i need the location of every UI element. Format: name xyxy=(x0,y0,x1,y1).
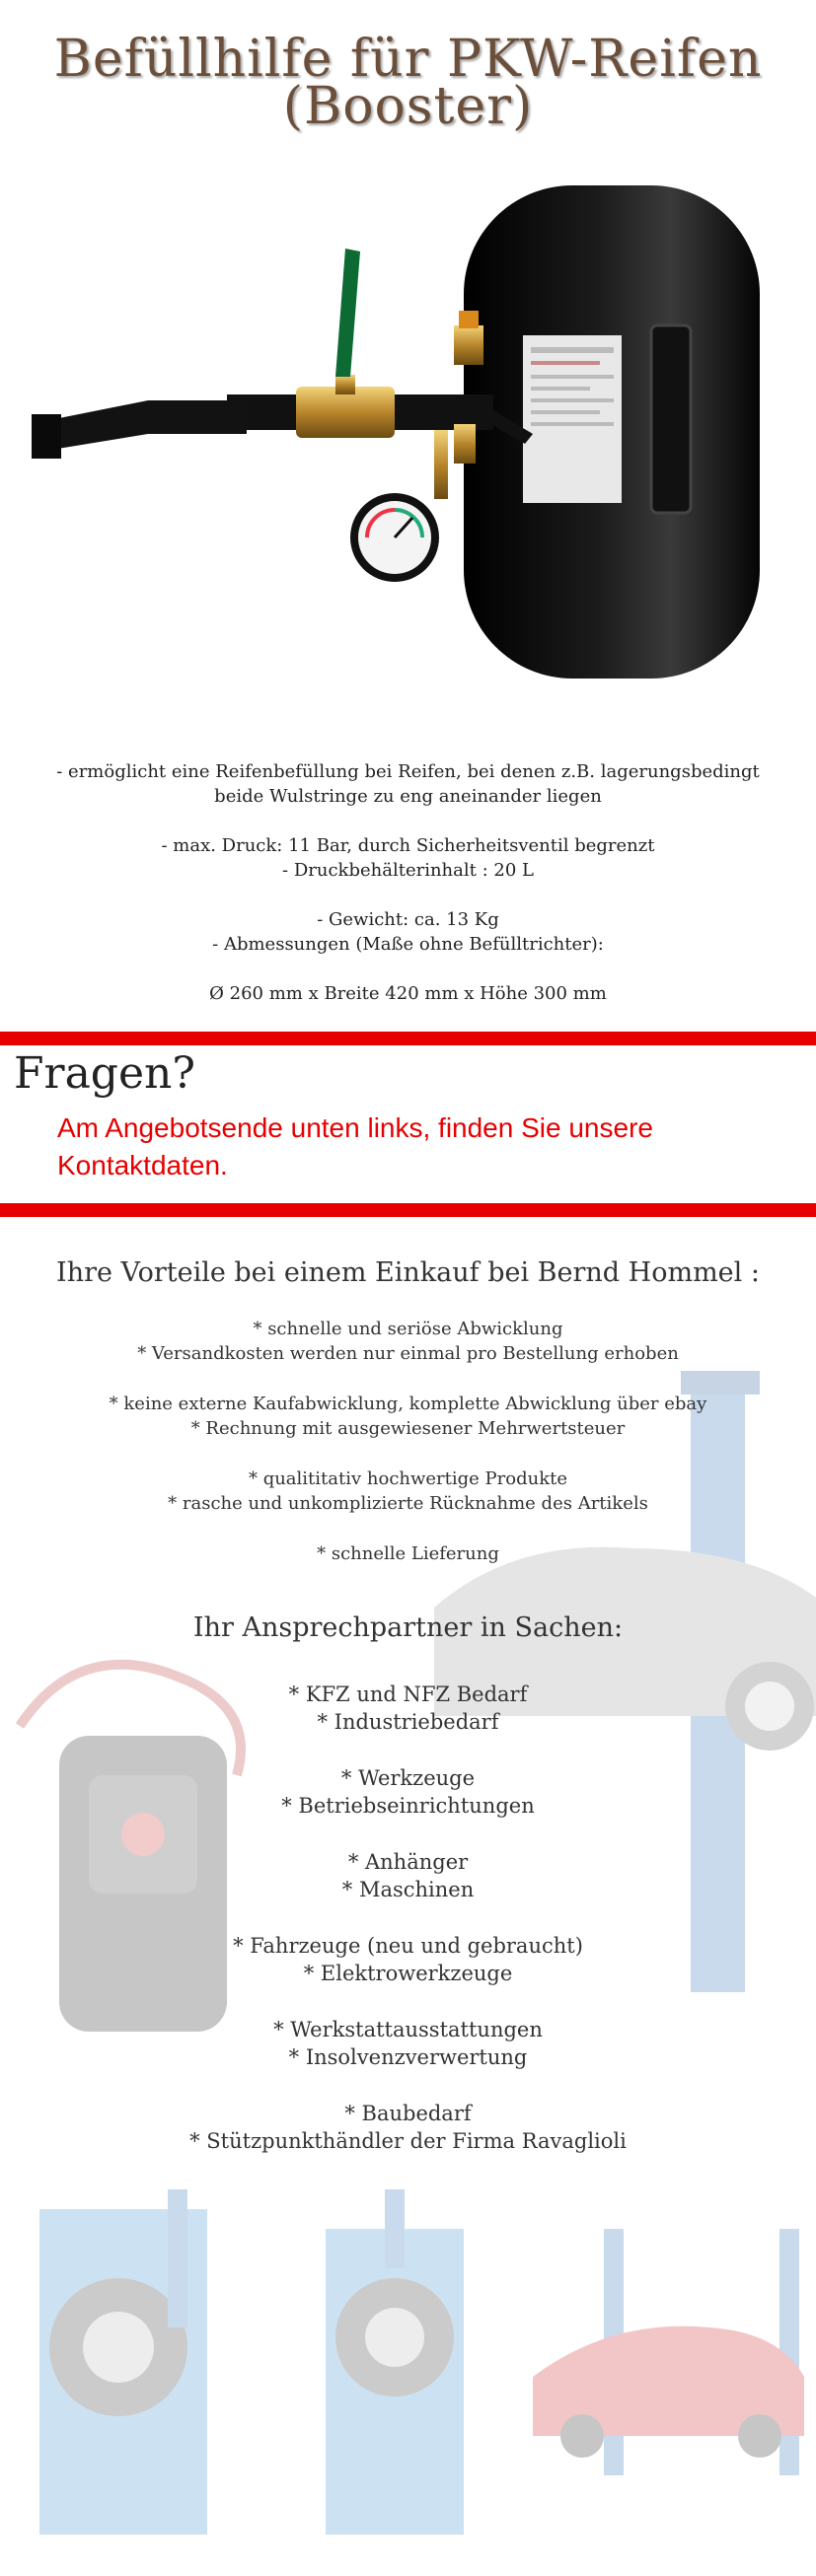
advantage-item-7: * schnelle Lieferung xyxy=(317,1543,499,1564)
partner-item-3: * Werkzeuge xyxy=(340,1766,476,1790)
advantage-item-2: * Versandkosten werden nur einmal pro Bestellung erhoben xyxy=(137,1343,679,1364)
partner-item-8: * Elektrowerkzeuge xyxy=(303,1962,513,1985)
feature-line-3: - max. Druck: 11 Bar, durch Sicherheitsventil begrenzt xyxy=(161,835,655,856)
partner-item-6: * Maschinen xyxy=(341,1878,475,1901)
feature-line-7: Ø 260 mm x Breite 420 mm x Höhe 300 mm xyxy=(209,983,607,1004)
feature-line-5: - Gewicht: ca. 13 Kg xyxy=(317,909,499,930)
partner-heading: Ihr Ansprechpartner in Sachen: xyxy=(192,1612,624,1643)
partner-item-9: * Werkstattausstattungen xyxy=(273,2018,543,2041)
partner-item-10: * Insolvenzverwertung xyxy=(288,2045,528,2069)
advantage-item-3: * keine externe Kaufabwicklung, komplette Abwicklung über ebay xyxy=(109,1394,707,1414)
advantage-item-1: * schnelle und seriöse Abwicklung xyxy=(253,1319,563,1339)
divider-red-bottom xyxy=(0,1203,816,1217)
divider-red-top xyxy=(0,1032,816,1045)
feature-line-1: - ermöglicht eine Reifenbefüllung bei Reifen, bei denen z.B. lagerungsbedingt xyxy=(56,761,760,782)
partner-item-2: * Industriebedarf xyxy=(317,1710,499,1734)
advantages-heading: Ihre Vorteile bei einem Einkauf bei Bernd Hommel : xyxy=(56,1257,760,1288)
page-title-line-1: Befüllhilfe für PKW-Reifen xyxy=(53,30,763,89)
partner-item-4: * Betriebseinrichtungen xyxy=(281,1794,535,1818)
questions-text-line-2: Kontaktdaten. xyxy=(57,1150,228,1181)
feature-line-2: beide Wulstringe zu eng aneinander liegen xyxy=(214,786,602,807)
partner-item-1: * KFZ und NFZ Bedarf xyxy=(288,1682,528,1706)
partner-item-5: * Anhänger xyxy=(347,1850,469,1874)
advantage-item-6: * rasche und unkomplizierte Rücknahme des Artikels xyxy=(168,1493,648,1514)
questions-text-line-1: Am Angebotsende unten links, finden Sie unsere xyxy=(57,1112,653,1143)
partner-item-11: * Baubedarf xyxy=(344,2102,472,2125)
partner-item-12: * Stützpunkthändler der Firma Ravaglioli xyxy=(189,2129,627,2153)
product-image-booster xyxy=(20,168,809,700)
advantage-item-4: * Rechnung mit ausgewiesener Mehrwertsteuer xyxy=(190,1418,626,1439)
questions-title: Fragen? xyxy=(14,1048,195,1099)
feature-line-6: - Abmessungen (Maße ohne Befülltrichter): xyxy=(212,934,604,955)
advantage-item-5: * qualititativ hochwertige Produkte xyxy=(248,1468,568,1489)
partner-item-7: * Fahrzeuge (neu und gebraucht) xyxy=(233,1934,583,1958)
feature-line-4: - Druckbehälterinhalt : 20 L xyxy=(282,860,534,881)
page-title-line-2: (Booster) xyxy=(282,77,534,136)
